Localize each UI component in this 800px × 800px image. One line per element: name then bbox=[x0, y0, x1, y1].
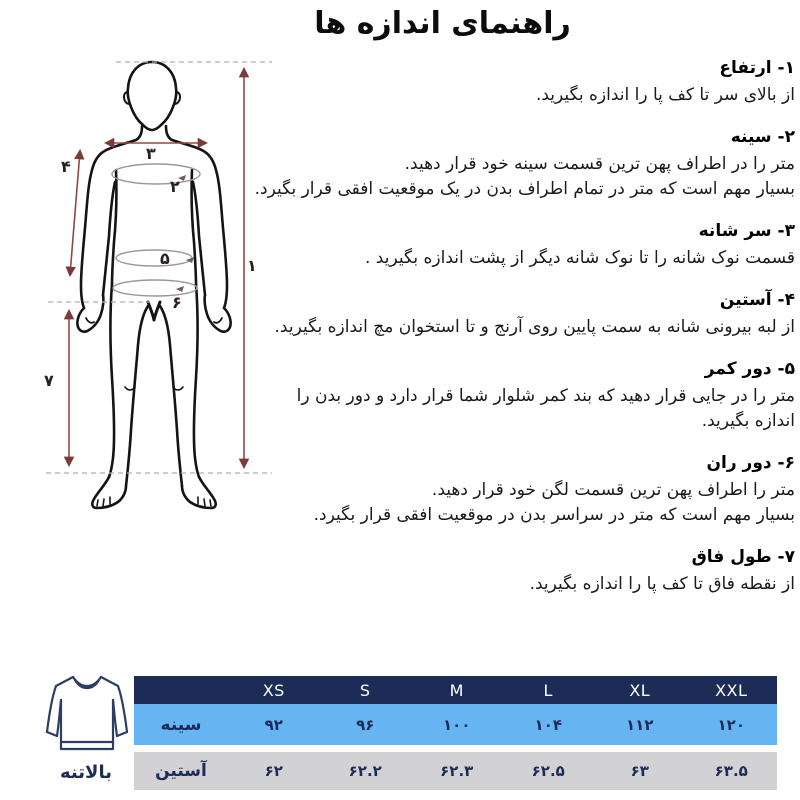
cell-value: ۶۳.۵ bbox=[714, 762, 748, 780]
section-heading: ۴- آستین bbox=[719, 290, 795, 310]
section-heading: ۶- دور ران bbox=[706, 453, 795, 473]
cell-value: ۱۲۰ bbox=[717, 715, 745, 734]
column-header-xs: XS bbox=[262, 680, 285, 700]
section-inseam bbox=[275, 545, 795, 597]
column-header-l: L bbox=[543, 680, 553, 700]
cell-value: ۶۲.۵ bbox=[531, 762, 565, 780]
measure-label-waist: ۵ bbox=[160, 249, 170, 268]
column-header-xxl: XXL bbox=[715, 680, 748, 700]
section-line: اندازه بگیرید. bbox=[701, 411, 795, 431]
cell-value: ۱۰۰ bbox=[443, 715, 471, 734]
measure-label-chest: ۲ bbox=[170, 177, 180, 196]
cell-value: ۶۲.۲ bbox=[348, 762, 382, 780]
measure-label-sleeve: ۴ bbox=[61, 157, 71, 176]
column-header-s: S bbox=[359, 680, 371, 700]
section-heading: ۱- ارتفاع bbox=[719, 58, 795, 78]
cell-value: ۶۲.۳ bbox=[440, 762, 474, 780]
cell-value: ۱۰۴ bbox=[534, 715, 562, 734]
section-line: متر را در اطراف پهن ترین قسمت سینه خود قرار دهید. bbox=[404, 154, 795, 174]
section-line: متر را در جایی قرار دهید که بند کمر شلوار شما قرار دارد و دور بدن را bbox=[296, 386, 795, 406]
row-label: آستین bbox=[155, 761, 207, 781]
column-header-xl: XL bbox=[629, 680, 651, 700]
cell-value: ۹۲ bbox=[264, 715, 283, 734]
section-thigh bbox=[275, 451, 795, 528]
section-heading: ۷- طول فاق bbox=[691, 547, 795, 567]
garment-category-label: بالاتنه bbox=[60, 762, 112, 783]
size-table-header-row bbox=[134, 676, 777, 704]
column-header-m: M bbox=[449, 680, 464, 700]
size-table bbox=[134, 676, 777, 790]
row-label: سینه bbox=[160, 714, 202, 735]
table-row-chest bbox=[134, 704, 777, 745]
sweater-icon bbox=[42, 672, 132, 764]
section-heading: ۳- سر شانه bbox=[698, 221, 795, 241]
section-line: از بالای سر تا کف پا را اندازه بگیرید. bbox=[535, 85, 795, 105]
measure-label-thigh: ۶ bbox=[172, 293, 182, 312]
section-chest bbox=[254, 125, 795, 202]
measure-label-inseam: ۷ bbox=[44, 371, 54, 390]
section-heading: ۲- سینه bbox=[730, 127, 795, 147]
section-line: بسیار مهم است که متر در سراسر بدن در موقعیت افقی قرار بگیرد. bbox=[313, 505, 795, 525]
section-line: بسیار مهم است که متر در تمام اطراف بدن در یک موقعیت افقی قرار بگیرد. bbox=[254, 179, 795, 199]
measurement-instructions bbox=[254, 56, 795, 614]
section-line: متر را اطراف پهن ترین قسمت لگن خود قرار دهید. bbox=[431, 480, 795, 500]
section-waist bbox=[275, 357, 795, 434]
section-height bbox=[275, 56, 795, 108]
cell-value: ۶۲ bbox=[264, 762, 283, 780]
measure-label-shoulder: ۳ bbox=[146, 144, 156, 163]
section-line: از لبه بیرونی شانه به سمت پایین روی آرنج و تا استخوان مچ اندازه بگیرید. bbox=[274, 317, 795, 337]
measure-label-height: ۱ bbox=[247, 256, 257, 275]
page-title: راهنمای اندازه ها bbox=[314, 6, 571, 41]
table-row-sleeve bbox=[134, 752, 777, 790]
section-heading: ۵- دور کمر bbox=[704, 359, 795, 379]
section-line: از نقطه فاق تا کف پا را اندازه بگیرید. bbox=[529, 574, 795, 594]
cell-value: ۶۳ bbox=[630, 762, 649, 780]
section-shoulder bbox=[275, 219, 795, 271]
cell-value: ۹۶ bbox=[356, 715, 375, 734]
cell-value: ۱۱۲ bbox=[626, 715, 654, 734]
section-line: قسمت نوک شانه را تا نوک شانه دیگر از پشت اندازه بگیرید . bbox=[365, 248, 795, 268]
section-sleeve bbox=[275, 288, 795, 340]
